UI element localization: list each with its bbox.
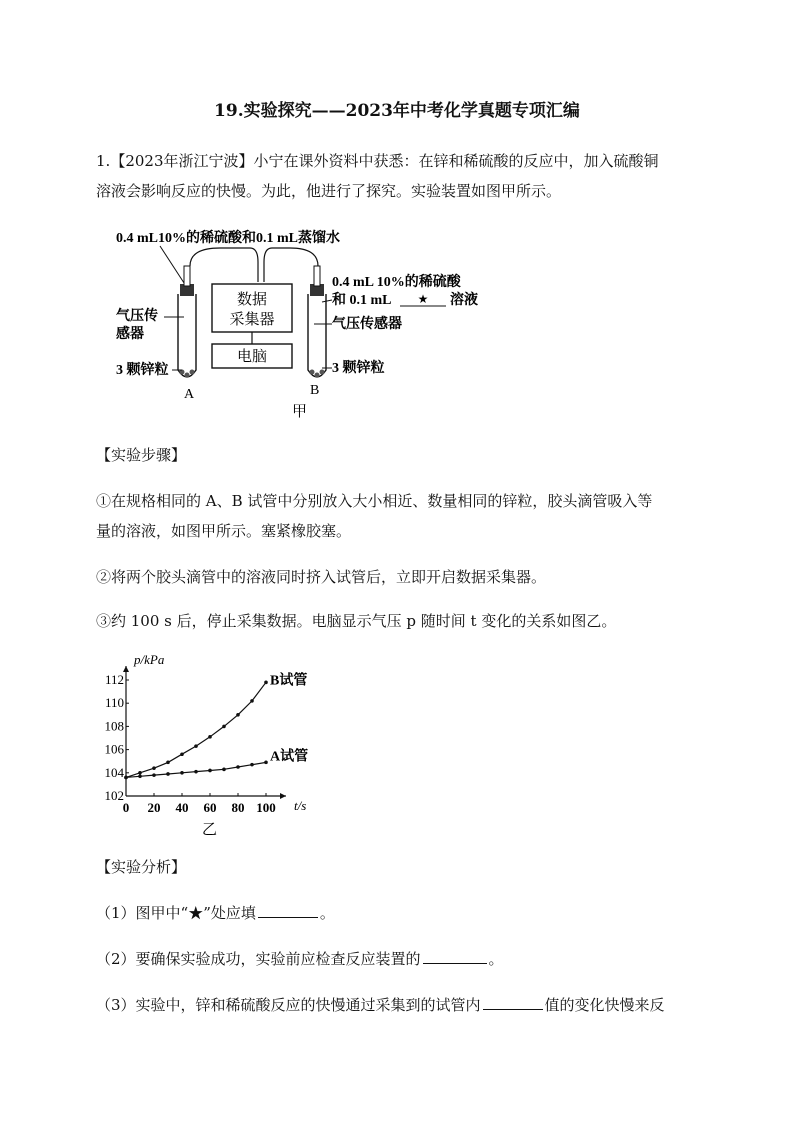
data-point xyxy=(152,766,156,770)
question-intro-line1 xyxy=(96,146,700,176)
analysis-q3 xyxy=(96,990,700,1020)
data-point xyxy=(138,771,142,775)
sensor-cable-a xyxy=(190,248,258,282)
fig-label-right-2-post: 溶液 xyxy=(450,293,478,308)
zinc-granule xyxy=(310,370,315,375)
analysis-q2-text: （2）要确保实验成功，实验前应检查反应装置的 xyxy=(96,950,421,968)
answer-blank-1[interactable] xyxy=(258,901,318,918)
answer-blank-2[interactable] xyxy=(423,947,487,964)
data-point xyxy=(222,768,226,772)
analysis-q1 xyxy=(96,898,700,928)
dropper-a xyxy=(184,266,190,286)
data-point xyxy=(138,774,142,778)
y-tick-label: 108 xyxy=(104,718,124,734)
tube-a-label: A xyxy=(184,387,195,402)
x-tick-label: 100 xyxy=(256,800,276,815)
step-line: 量的溶液，如图甲所示。塞紧橡胶塞。 xyxy=(96,522,352,540)
pressure-time-chart xyxy=(100,644,340,840)
series-label: B试管 xyxy=(270,673,308,689)
fig-label-top: 0.4 mL10%的稀硫酸和0.1 mL蒸馏水 xyxy=(116,231,340,246)
analysis-q1-end: 。 xyxy=(319,904,335,922)
x-tick-label: 40 xyxy=(175,800,189,815)
zinc-granule xyxy=(315,373,320,378)
y-tick-label: 112 xyxy=(104,672,124,687)
question-source: 【2023年浙江宁波】 xyxy=(110,152,254,170)
y-axis-label: p/kPa xyxy=(134,652,165,667)
tube-b-label: B xyxy=(310,383,320,398)
sensor-label-right: 气压传感器 xyxy=(332,317,402,332)
sensor-label-left-1: 气压传 xyxy=(116,309,158,324)
x-tick-label: 0 xyxy=(122,800,130,815)
data-point xyxy=(208,769,212,773)
data-point xyxy=(166,761,170,765)
test-tube-b xyxy=(308,266,326,378)
zinc-label-right: 3 颗锌粒 xyxy=(332,361,385,376)
apparatus-figure xyxy=(100,222,520,422)
steps-header: 【实验步骤】 xyxy=(96,446,187,464)
sensor-label-left-2: 感器 xyxy=(116,327,144,342)
data-point xyxy=(264,681,268,685)
data-point xyxy=(236,765,240,769)
data-point xyxy=(194,744,198,748)
y-tick-label: 102 xyxy=(104,788,124,803)
figure-caption-yi: 乙 xyxy=(202,822,218,838)
data-point xyxy=(208,735,212,739)
analysis-q3-end: 值的变化快慢来反 xyxy=(544,996,665,1014)
x-tick-label: 80 xyxy=(231,800,245,815)
data-point xyxy=(180,771,184,775)
zinc-granule xyxy=(185,373,190,378)
analysis-q3-text: （3）实验中，锌和稀硫酸反应的快慢通过采集到的试管内 xyxy=(96,996,481,1014)
data-point xyxy=(124,776,128,780)
series-label: A试管 xyxy=(270,749,309,765)
data-point xyxy=(236,713,240,717)
data-point xyxy=(166,772,170,776)
y-tick-label: 110 xyxy=(104,695,124,711)
data-point xyxy=(264,761,268,765)
zinc-granule xyxy=(320,370,325,375)
zinc-granule xyxy=(190,370,195,375)
analysis-q2 xyxy=(96,944,700,974)
y-tick-label: 104 xyxy=(104,764,124,780)
computer-label: 电脑 xyxy=(236,349,268,365)
question-intro-text-1: 小宁在课外资料中获悉：在锌和稀硫酸的反应中，加入硫酸铜 xyxy=(253,152,659,170)
step-line: ②将两个胶头滴管中的溶液同时挤入试管后，立即开启数据采集器。 xyxy=(96,568,547,586)
analysis-q2-end: 。 xyxy=(488,950,504,968)
answer-blank-3[interactable] xyxy=(483,993,543,1010)
data-point xyxy=(180,752,184,756)
star-icon: ★ xyxy=(417,292,429,306)
data-point xyxy=(152,773,156,777)
data-collector-label-2: 采集器 xyxy=(229,312,275,328)
data-point xyxy=(222,725,226,729)
y-tick-label: 106 xyxy=(104,741,124,757)
page-title: 19.实验探究——2023年中考化学真题专项汇编 xyxy=(214,101,580,121)
analysis-q1-text: （1）图甲中“★”处应填 xyxy=(96,904,256,922)
dropper-b xyxy=(314,266,320,286)
x-tick-label: 20 xyxy=(147,800,161,815)
step-line: ③约 100 s 后，停止采集数据。电脑显示气压 p 随时间 t 变化的关系如图乙。 xyxy=(96,612,617,630)
data-point xyxy=(194,770,198,774)
fig-label-right-2-pre: 和 0.1 mL xyxy=(332,293,392,308)
zinc-label-left: 3 颗锌粒 xyxy=(116,363,169,378)
data-collector-label-1: 数据 xyxy=(236,292,268,308)
x-axis-label: t/s xyxy=(294,798,307,813)
step-line: ①在规格相同的 A、B 试管中分别放入大小相近、数量相同的锌粒，胶头滴管吸入等 xyxy=(96,492,653,510)
figure-caption-jia: 甲 xyxy=(292,404,308,420)
x-axis-arrow xyxy=(280,793,286,799)
question-intro-line2: 溶液会影响反应的快慢。为此，他进行了探究。实验装置如图甲所示。 xyxy=(96,182,562,200)
sensor-cable-b xyxy=(264,248,318,282)
x-tick-label: 60 xyxy=(203,800,217,815)
fig-label-right-1: 0.4 mL 10%的稀硫酸 xyxy=(332,275,461,290)
series-line-b xyxy=(126,682,266,777)
data-point xyxy=(250,763,254,767)
analysis-header: 【实验分析】 xyxy=(96,858,187,876)
data-point xyxy=(250,699,254,703)
question-number: 1. xyxy=(96,152,111,170)
test-tube-a xyxy=(178,266,196,378)
leader-line-top xyxy=(160,246,186,286)
